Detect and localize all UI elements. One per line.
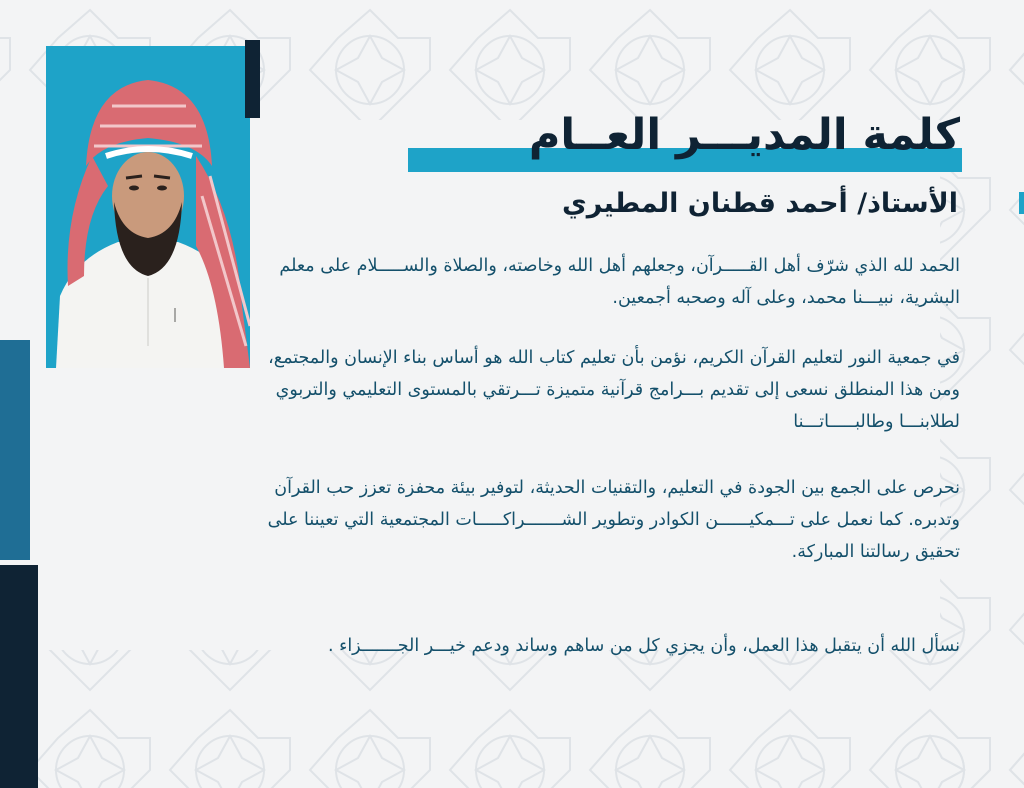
author-name: الأستاذ/ أحمد قطنان المطيري [562, 188, 958, 219]
paragraph-text: في جمعية النور لتعليم القرآن الكريم، نؤمن بأن تعليم كتاب الله هو أساس بناء الإنسان والمجتمع، ومن هذا المنطلق نسعى إلى تقديم بـــرامج قرآنية متميزة تـــرتقي بالمستوى التعليمي والتربوي لطلابنـــا وطالبـــــاتـــنا [268, 348, 960, 432]
portrait-photo [46, 46, 250, 368]
edge-marker [1019, 192, 1024, 214]
page-title: كلمة المديـــر العــام [528, 110, 960, 160]
paragraph-text: نحرص على الجمع بين الجودة في التعليم، والتقنيات الحديثة، لتوفير بيئة محفزة تعزز حب القرآن وتدبره. كما نعمل على تـــمكيــــــن الكوادر وتطوير الشـــــــراكـــــات المجتمعية التي تعيننا على تحقيق رسالتنا المباركة. [267, 478, 960, 562]
left-decor-band [0, 340, 30, 560]
paragraph-2 [262, 342, 960, 438]
paragraph-3 [262, 472, 960, 568]
paragraph-4 [262, 630, 960, 662]
left-decor-band-dark [0, 565, 38, 788]
paragraph-1 [262, 250, 960, 314]
paragraph-text: نسأل الله أن يتقبل هذا العمل، وأن يجزي كل من ساهم وساند ودعم خيـــر الجـــــــزاء . [327, 636, 960, 656]
paragraph-text: الحمد لله الذي شرّف أهل القـــــرآن، وجعلهم أهل الله وخاصته، والصلاة والســـــلام على معلم البشرية، نبيـــنا محمد، وعلى آله وصحبه أجمعين. [279, 256, 960, 308]
accent-bar-vertical [245, 40, 260, 118]
